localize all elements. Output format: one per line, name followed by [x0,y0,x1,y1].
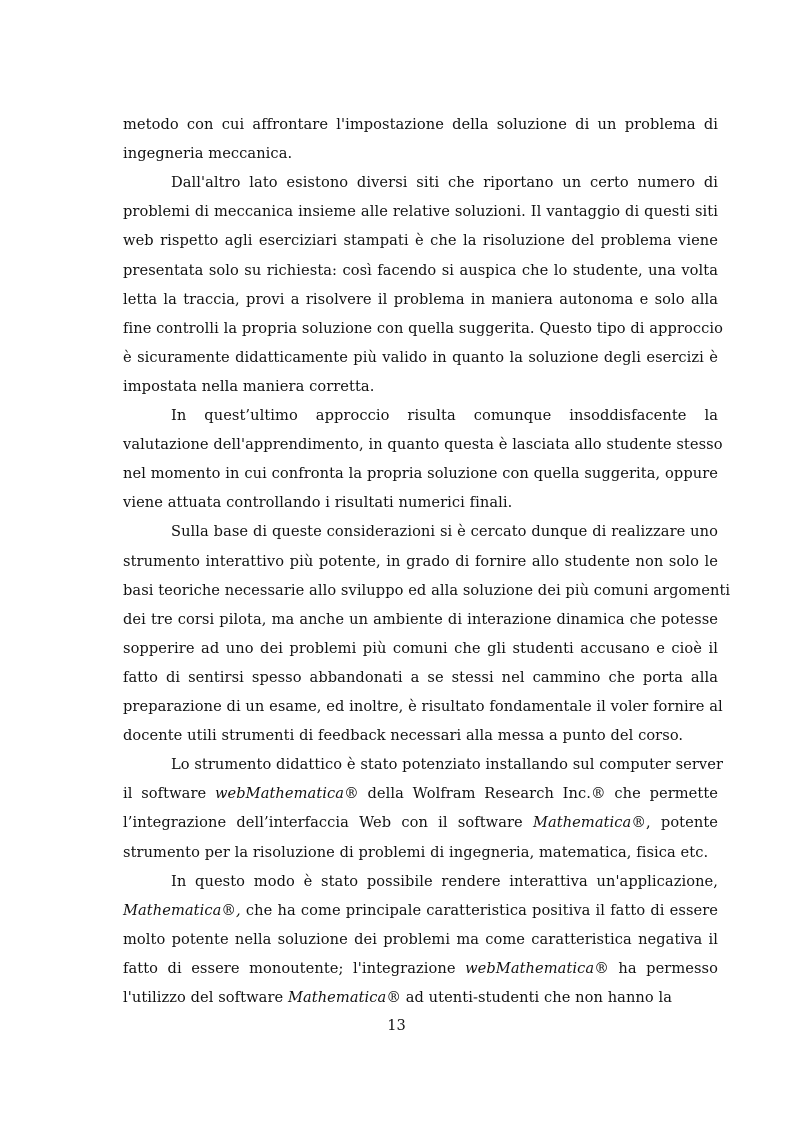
text-line [123,256,718,285]
text-run: molto potente nella soluzione dei problemi ma come caratteristica negativa il [123,930,718,948]
text-line [123,838,718,867]
text-line [123,488,718,517]
text-run: dei tre corsi pilota, ma anche un ambiente di interazione dinamica che potesse [123,610,718,628]
text-run: metodo con cui affrontare l'impostazione della soluzione di un problema di [123,116,718,133]
text-line [171,168,718,197]
text-run: Dall'altro lato esistono diversi siti che riportano un certo numero di [171,174,718,192]
text-run: Lo strumento didattico è stato potenziato installando sul computer server [171,756,724,774]
text-run: strumento per la risoluzione di problemi di ingegneria, matematica, fisica etc. [123,843,709,861]
text-run: fatto di essere monoutente; l'integrazione [123,959,466,977]
text-run: l'utilizzo del software [123,989,288,1006]
text-line [171,750,724,779]
text-run: che ha come principale caratteristica positiva il fatto di essere [240,901,718,919]
text-run: In questo modo è stato possibile rendere interattiva un'applicazione, [171,872,718,890]
text-line [123,372,718,401]
text-line [123,605,718,634]
text-run: In quest’ultimo approccio risulta comunque insoddisfacente la [171,407,718,424]
text-run: ® della Wolfram Research Inc.® che permette [344,785,719,803]
text-line [123,459,718,488]
text-line [171,517,718,546]
text-run: fatto di sentirsi spesso abbandonati a se stessi nel cammino che porta alla [123,668,718,686]
text-line [123,721,718,750]
text-run: viene attuata controllando i risultati numerici finali. [123,494,513,512]
text-run: è sicuramente didatticamente più valido in quanto la soluzione degli esercizi è [123,348,718,366]
text-run: l’integrazione dell’interfaccia Web con il software [123,814,533,832]
text-run: ingegneria meccanica. [123,145,293,163]
text-line [171,867,718,896]
text-line [123,779,718,808]
text-line [123,197,718,226]
text-line [123,343,718,372]
text-line [123,634,718,663]
text-line [123,139,718,168]
text-line [123,925,718,954]
text-run: basi teoriche necessarie allo sviluppo ed alla soluzione dei più comuni argomenti [123,581,731,599]
text-line [171,401,718,430]
italic-text: webMathematica [465,959,595,977]
text-run: letta la traccia, provi a risolvere il problema in maniera autonoma e solo alla [123,290,718,308]
text-line [123,983,718,1012]
text-line [123,547,718,576]
text-run: nel momento in cui confronta la propria soluzione con quella suggerita, oppure [123,465,718,483]
italic-text: Mathematica [123,901,222,919]
text-line [123,576,731,605]
text-run: valutazione dell'apprendimento, in quanto questa è lasciata allo studente stesso [123,436,723,454]
page-number: 13 [387,1017,406,1034]
text-line [123,692,723,721]
text-line [123,226,718,255]
text-run: ® ad utenti-studenti che non hanno la [386,989,673,1006]
text-line [123,896,718,925]
italic-text: Mathematica [287,989,387,1006]
text-run: presentata solo su richiesta: così facendo si auspica che lo studente, una volta [123,261,718,279]
text-run: sopperire ad uno dei problemi più comuni che gli studenti accusano e cioè il [123,639,718,657]
italic-text: ®, [221,901,241,919]
text-run: ® ha permesso [594,959,718,977]
text-line [123,314,723,343]
text-run: preparazione di un esame, ed inoltre, è risultato fondamentale il voler fornire al [123,698,723,715]
text-line [123,954,718,983]
text-run: docente utili strumenti di feedback necessari alla messa a punto del corso. [123,727,684,745]
text-run: fine controlli la propria soluzione con quella suggerita. Questo tipo di approccio [123,319,723,337]
italic-text: webMathematica [214,785,345,803]
text-line [123,663,718,692]
text-line [123,110,718,139]
text-run: ®, potente [631,814,718,832]
text-line [123,430,723,459]
text-line [123,808,718,837]
text-run: impostata nella maniera corretta. [123,377,375,395]
text-run: strumento interattivo più potente, in grado di fornire allo studente non solo le [123,552,718,570]
text-line [123,285,718,314]
text-run: Sulla base di queste considerazioni si è cercato dunque di realizzare uno [171,523,718,541]
text-run: il software [123,785,215,803]
italic-text: Mathematica [532,814,632,832]
text-run: web rispetto agli eserciziari stampati è che la risoluzione del problema viene [123,232,718,250]
text-run: problemi di meccanica insieme alle relative soluzioni. Il vantaggio di questi siti [123,203,718,221]
